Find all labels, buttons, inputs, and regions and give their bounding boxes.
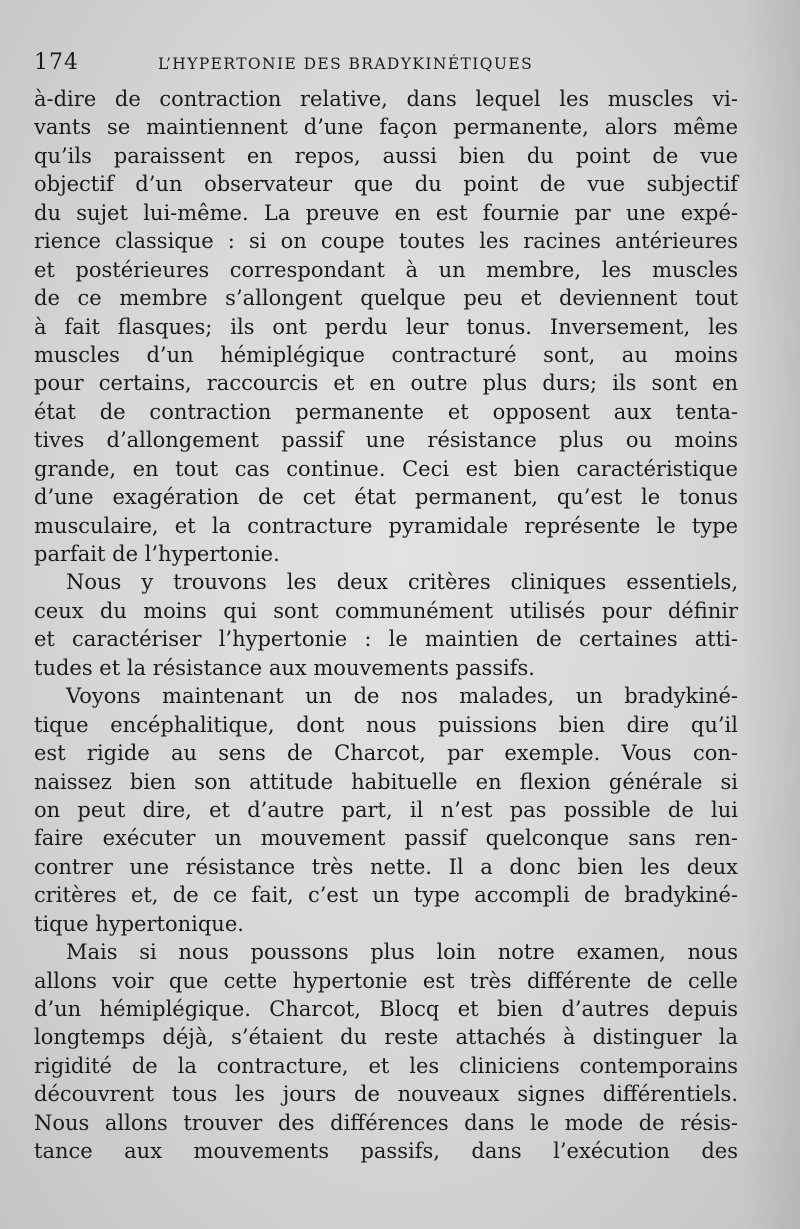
text-line: d’un hémiplégique. Charcot, Blocq et bien d’autres depuis: [34, 997, 738, 1021]
text-line: et caractériser l’hypertonie : le maintien de certaines atti-: [34, 627, 738, 652]
text-line: découvrent tous les jours de nouveaux signes différentiels.: [34, 1082, 738, 1107]
text-line: ceux du moins qui sont communément utilisés pour définir: [34, 598, 738, 623]
text-line: rience classique : si on coupe toutes les racines antérieures: [34, 229, 738, 254]
text-line: faire exécuter un mouvement passif quelconque sans ren-: [34, 826, 738, 851]
text-line: tudes et la résistance aux mouvements passifs.: [34, 655, 535, 680]
text-line: tance aux mouvements passifs, dans l’exécution des: [34, 1139, 738, 1164]
text-line: qu’ils paraissent en repos, aussi bien du point de vue: [34, 143, 738, 168]
text-line: Nous y trouvons les deux critères cliniques essentiels,: [66, 570, 738, 595]
text-line: muscles d’un hémiplégique contracturé sont, au moins: [34, 342, 738, 367]
text-line: à fait flasques; ils ont perdu leur tonus. Inversement, les: [34, 314, 738, 339]
page-header: [34, 50, 754, 80]
text-line: tique encéphalitique, dont nous puissions bien dire qu’il: [34, 712, 738, 737]
text-line: tives d’allongement passif une résistance plus ou moins: [34, 428, 738, 453]
text-line: état de contraction permanente et opposent aux tenta-: [34, 399, 738, 424]
text-line: objectif d’un observateur que du point de vue subjectif: [34, 172, 738, 197]
text-line: musculaire, et la contracture pyramidale représente le type: [34, 513, 738, 538]
text-line: à-dire de contraction relative, dans lequel les muscles vi-: [34, 87, 738, 111]
text-line: Nous allons trouver des différences dans le mode de résis-: [34, 1110, 738, 1135]
text-line: et postérieures correspondant à un membre, les muscles: [34, 257, 738, 282]
text-line: Mais si nous poussons plus loin notre examen, nous: [66, 940, 738, 965]
text-line: de ce membre s’allongent quelque peu et deviennent tout: [34, 286, 738, 311]
text-line: vants se maintiennent d’une façon permanente, alors même: [34, 115, 738, 140]
body-text: [34, 85, 738, 1166]
text-line: pour certains, raccourcis et en outre plus durs; ils sont en: [34, 371, 738, 396]
text-line: du sujet lui-même. La preuve en est fournie par une expé-: [34, 200, 738, 225]
text-line: tique hypertonique.: [34, 911, 244, 936]
text-line: rigidité de la contracture, et les cliniciens contemporains: [34, 1053, 738, 1078]
text-line: contrer une résistance très nette. Il a donc bien les deux: [34, 854, 738, 879]
text-line: naissez bien son attitude habituelle en flexion générale si: [34, 769, 738, 794]
text-line: allons voir que cette hypertonie est très différente de celle: [34, 968, 738, 993]
page-number: 174: [34, 50, 79, 75]
text-line: longtemps déjà, s’étaient du reste attachés à distinguer la: [34, 1025, 738, 1050]
text-line: d’une exagération de cet état permanent, qu’est le tonus: [34, 485, 738, 510]
text-line: on peut dire, et d’autre part, il n’est pas possible de lui: [34, 797, 738, 822]
text-line: Voyons maintenant un de nos malades, un bradykiné-: [66, 684, 738, 709]
text-line: est rigide au sens de Charcot, par exemple. Vous con-: [34, 741, 738, 766]
text-line: parfait de l’hypertonie.: [34, 542, 280, 566]
text-line: grande, en tout cas continue. Ceci est bien caractéristique: [34, 456, 738, 481]
text-line: critères et, de ce fait, c’est un type accompli de bradykiné-: [34, 883, 738, 908]
running-title: L’HYPERTONIE DES BRADYKINÉTIQUES: [158, 55, 534, 73]
